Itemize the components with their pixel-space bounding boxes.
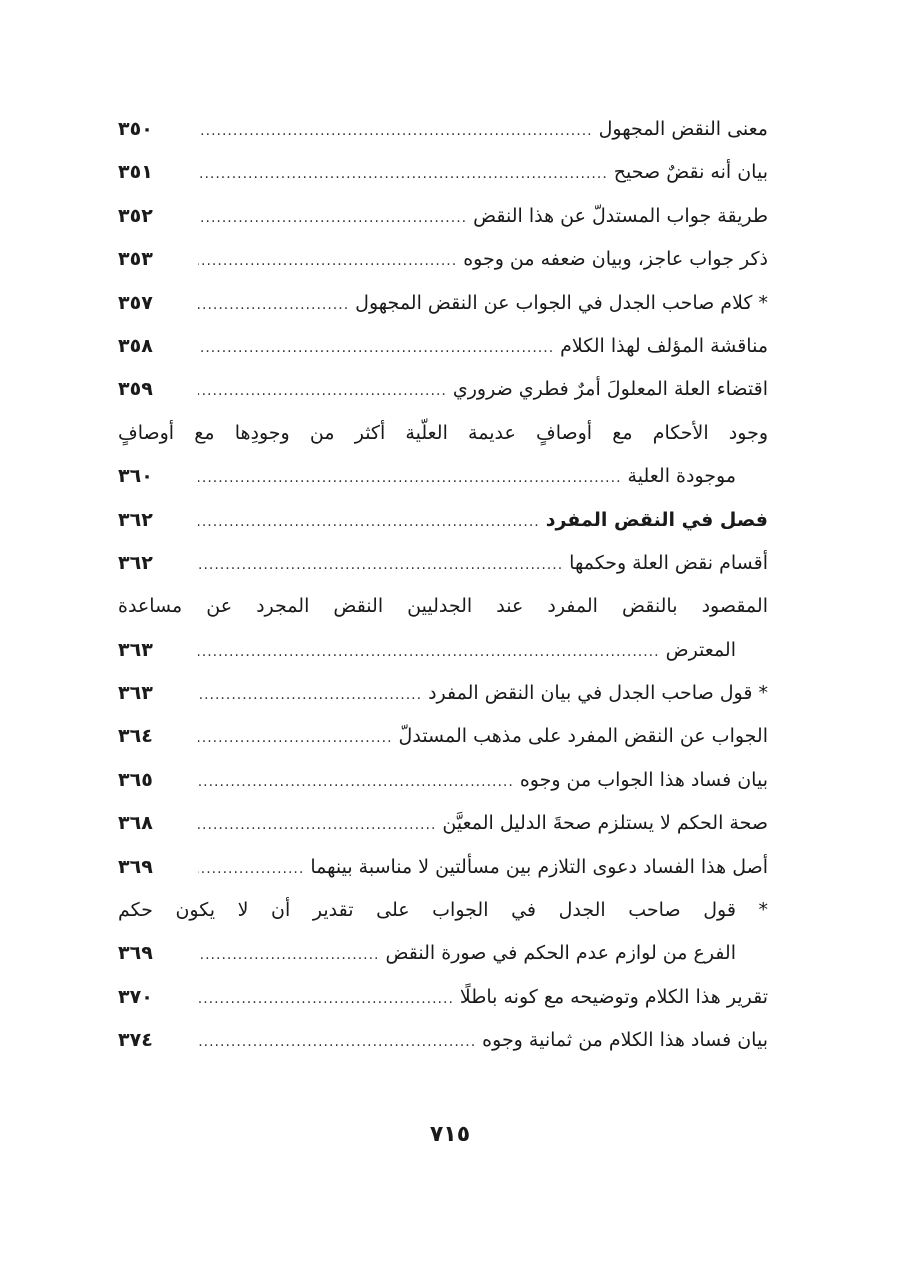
toc-entry-page: ٣٥٢ (118, 204, 153, 227)
toc-dot-leader (198, 978, 454, 1021)
toc-entry-title: * قول صاحب الجدل في بيان النقض المفرد (428, 682, 768, 705)
toc-entry (118, 499, 768, 542)
toc-dot-leader (198, 370, 447, 413)
toc-entry-title: أقسام نقض العلة وحكمها (569, 551, 768, 574)
toc-entry-title: موجودة العلية (627, 465, 736, 488)
toc-entry-page: ٣٦٢ (118, 551, 153, 574)
toc-entry-title: صحة الحكم لا يستلزم صحةَ الدليل المعيَّن (442, 812, 768, 835)
toc-entry (118, 368, 768, 411)
toc-entry (118, 629, 768, 672)
toc-entry (118, 846, 768, 889)
toc-entry-title: الفرع من لوازم عدم الحكم في صورة النقض (385, 942, 736, 965)
toc-entry-title: طريقة جواب المستدلّ عن هذا النقض (473, 204, 768, 227)
toc-entry-page: ٣٧٠ (118, 985, 153, 1008)
toc-entry-title: مناقشة المؤلف لهذا الكلام (560, 334, 768, 357)
toc-entry-title: وجود الأحكام مع أوصافٍ عديمة العلّية أكثر من وجودِها مع أوصافٍ (118, 421, 768, 444)
toc-entry (118, 585, 768, 628)
toc-entry-page: ٣٦٣ (118, 638, 153, 661)
toc-dot-leader (198, 284, 349, 327)
toc-entry (118, 759, 768, 802)
toc-dot-leader (198, 804, 436, 847)
toc-entry (118, 238, 768, 281)
toc-entry-page: ٣٥٨ (118, 334, 153, 357)
toc-entry (118, 325, 768, 368)
toc-entry (118, 672, 768, 715)
toc-entry-title: * كلام صاحب الجدل في الجواب عن النقض المجهول (355, 291, 768, 314)
toc-entry-page: ٣٥٠ (118, 118, 153, 140)
toc-dot-leader (198, 240, 457, 283)
page-number: ٧١٥ (429, 1122, 471, 1147)
toc-entry (118, 715, 768, 758)
toc-entry-page: ٣٥١ (118, 161, 153, 184)
toc-entry-title: بيان فساد هذا الجواب من وجوه (519, 768, 768, 791)
table-of-contents (118, 108, 768, 1063)
toc-dot-leader (198, 631, 660, 674)
toc-entry-title: معنى النقض المجهول (598, 118, 768, 140)
toc-dot-leader (198, 153, 608, 196)
toc-entry (118, 542, 768, 585)
toc-entry-page: ٣٦٠ (118, 465, 153, 488)
toc-entry-title: فصل في النقض المفرد (545, 508, 768, 531)
toc-entry-page: ٣٦٩ (118, 855, 153, 878)
toc-dot-leader (198, 761, 514, 804)
toc-dot-leader (198, 110, 593, 153)
toc-entry-title: الجواب عن النقض المفرد على مذهب المستدلّ (398, 725, 768, 748)
toc-entry-page: ٣٥٩ (118, 378, 153, 401)
toc-entry (118, 108, 768, 151)
toc-entry-page: ٣٦٤ (118, 725, 153, 748)
toc-dot-leader (198, 1021, 476, 1064)
toc-entry-page: ٣٦٨ (118, 812, 153, 835)
toc-entry-title: المقصود بالنقض المفرد عند الجدليين النقض المجرد عن مساعدة (118, 595, 768, 618)
toc-entry-title: أصل هذا الفساد دعوى التلازم بين مسألتين لا مناسبة بينهما (310, 855, 768, 878)
toc-entry-page: ٣٦٢ (118, 508, 153, 531)
toc-entry-title: تقرير هذا الكلام وتوضيحه مع كونه باطلًا (459, 985, 768, 1008)
toc-dot-leader (198, 544, 563, 587)
toc-entry-title: * قول صاحب الجدل في الجواب على تقدير أن لا يكون حكم (118, 899, 768, 922)
toc-entry (118, 282, 768, 325)
toc-entry (118, 802, 768, 845)
toc-dot-leader (198, 327, 554, 370)
toc-entry-page: ٣٥٣ (118, 248, 153, 271)
toc-entry (118, 1019, 768, 1062)
toc-entry (118, 412, 768, 455)
toc-entry-title: اقتضاء العلة المعلولَ أمرٌ فطري ضروري (452, 378, 768, 401)
toc-entry-page: ٣٦٩ (118, 942, 153, 965)
toc-dot-leader (198, 934, 380, 977)
toc-entry-title: بيان أنه نقضٌ صحيح (613, 161, 768, 184)
toc-entry-title: بيان فساد هذا الكلام من ثمانية وجوه (482, 1029, 768, 1052)
toc-entry (118, 976, 768, 1019)
toc-entry-page: ٣٥٧ (118, 291, 153, 314)
toc-entry-page: ٣٦٣ (118, 682, 153, 705)
toc-entry-title: ذكر جواب عاجز، وبيان ضعفه من وجوه (463, 248, 768, 271)
toc-dot-leader (198, 501, 540, 544)
toc-entry-page: ٣٦٥ (118, 768, 153, 791)
toc-dot-leader (198, 674, 422, 717)
toc-entry (118, 151, 768, 194)
toc-entry-title: المعترض (665, 638, 736, 661)
toc-entry-page: ٣٧٤ (118, 1029, 153, 1052)
toc-entry (118, 932, 768, 975)
toc-dot-leader (198, 197, 467, 240)
toc-entry (118, 195, 768, 238)
toc-entry (118, 889, 768, 932)
toc-dot-leader (198, 848, 304, 891)
toc-entry (118, 455, 768, 498)
toc-dot-leader (198, 717, 393, 760)
toc-dot-leader (198, 457, 622, 500)
